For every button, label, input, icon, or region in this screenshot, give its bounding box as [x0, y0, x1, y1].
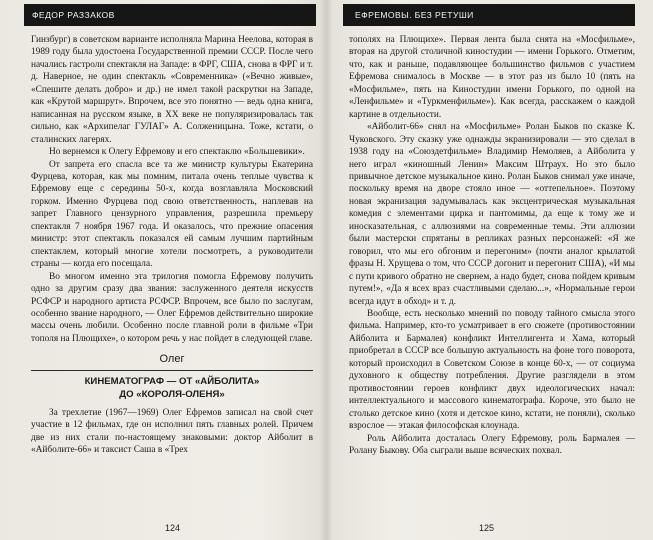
paragraph: «Айболит-66» снял на «Мосфильме» Ролан Быков по сказке К. Чуковского. Эту сказку уже однажды экранизировали — это сделал в 1938 году на «Союздетфильме» Владимир Немоляев, а Айболита у него играл «киношный Ленин» Максим Штраух. Но это было привычное детское музыкальное кино. Ролан Быков снимал уже иначе, поскольку время на дворе стояло иное — «оттепельное». Поэтому новая экранизация задумывалась как эксцентрическая музыкальная комедия с элементами цирка и пантомимы, да еще к тому же и иносказательная, с аллюзиями на современные темы. Эти аллюзии были мастерски спрятаны в репликах разных персонажей: «Я же говорил, что мы его обгоним и перегоним» (почти аналог крылатой фразы Н. Хрущева о том, что СССР догонит и перегонит США), «И мы с пути кривого обратно не свернем, а надо будет, снова пойдем кривым путем!», «Да я всех враз счастливыми сделаю...», «Нормальные герои всегда идут в обход» и т. д. — [349, 122, 635, 307]
running-header-right: ЕФРЕМОВЫ. БЕЗ РЕТУШИ — [343, 4, 635, 26]
chapter-title-line: КИНЕМАТОГРАФ — ОТ «АЙБОЛИТА» — [84, 375, 260, 387]
paragraph: Роль Айболита досталась Олегу Ефремову, роль Бармалея — Ролану Быкову. Оба сыграли выше всяческих похвал. — [349, 433, 635, 456]
page-number: 124 — [165, 523, 181, 533]
page-number: 125 — [479, 523, 495, 533]
chapter-title-line: ДО «КОРОЛЯ-ОЛЕНЯ» — [119, 388, 225, 400]
paragraph: Вообще, есть несколько мнений по поводу тайного смысла этого фильма. Например, кто-то усматривает в его сюжете (противостоянии Айболита и Бармалея) конфликт Интеллигента и Хама, который приобретал в СССР все большую актуальность на фоне того поворота, который происходил в Советском Союзе в конце 60-х, — от социума духовного к обществу потребления. Другие разглядели в этом противостоянии героев конфликт двух идеологических начал: интеллектуального и массового кинематографа. Короче, это было не столько детское кино (хотя и детское кино, кстати, не поняли), сколько взрослое — этакая философская клоунада. — [349, 308, 635, 432]
right-page-body — [349, 34, 635, 457]
paragraph: За трехлетие (1967—1969) Олег Ефремов записал на свой счет участие в 12 фильмах, где он исполнил пять главных ролей. Причем две из них стали по-настоящему знаковыми: доктор Айболит в «Айболите-66» и таксист Саша в «Трех — [31, 407, 313, 456]
paragraph: Гинзбург) в советском варианте исполняла Марина Неелова, которая в 1989 году была удостоена Государственной премии СССР. После чего начались гастроли спектакля на Западе: в ФРГ, США, снова в ФРГ и т. д. Наверное, не один спектакль «Современника» («Вечно живые», «Спешите делать добро» и др.) не имел такой раскрутки на Западе, как «Крутой маршрут». Впрочем, все это понятно — ведь одна книга, написанная на русском языке, в XX веке не популяризировалась так сильно, как «Архипелаг ГУЛАГ» А. Солженицына. Тоже, кстати, о сталинских лагерях. — [31, 35, 313, 145]
divider — [31, 370, 313, 371]
paragraph: тополях на Плющихе». Первая лента была снята на «Мосфильме», вторая на другой столичной киностудии — имени Горького. Отметим, что, как и раньше, подавляющее большинство фильмов с участием Ефремова снималось в Москве — в этот раз из было 10 (пять на «Мосфильме», пять на Киностудии имени Горького, по одной на «Ленфильме» и «Туркменфильме»). Как всегда, расскажем о каждой картине в отдельности. — [349, 35, 635, 120]
section-title: Олег — [159, 353, 185, 366]
left-page — [0, 0, 326, 540]
right-page — [327, 0, 653, 540]
paragraph: От запрета его спасла все та же министр культуры Екатерина Фурцева, которая, как мы помним, питала очень теплые чувства к Ефремову еще с середины 50-х, когда возглавляла Московский горком. Именно Фурцева под свою ответственность, наплевав на запрет Главного цензурного управления, разрешила премьеру спектакля 7 ноября 1967 года. И оказалось, что прежние опасения министр: этот спектакль показался ей самым лучшим партийным спектаклем, который многие хотели посмотреть, а руководители страны — когда его посещала. — [31, 159, 313, 270]
running-header-left: ФЕДОР РАЗЗАКОВ — [24, 4, 316, 26]
left-page-body — [31, 34, 313, 457]
chapter-title — [31, 375, 313, 401]
paragraph: Во многом именно эта трилогия помогла Ефремову получить одно за другим сразу два звания: заслуженного деятеля искусств РСФСР и народного артиста РСФСР. Впрочем, все было по заслугам, особенно звание народного, — Олег Ефремов действительно широкие массы очень любили. Особенно после главной роли в фильме «Три тополя на Плющихе», о котором речь у нас пойдет в следующей главе. — [31, 271, 313, 344]
paragraph: Но вернемся к Олегу Ефремову и его спектаклю «Большевики». — [49, 147, 305, 158]
